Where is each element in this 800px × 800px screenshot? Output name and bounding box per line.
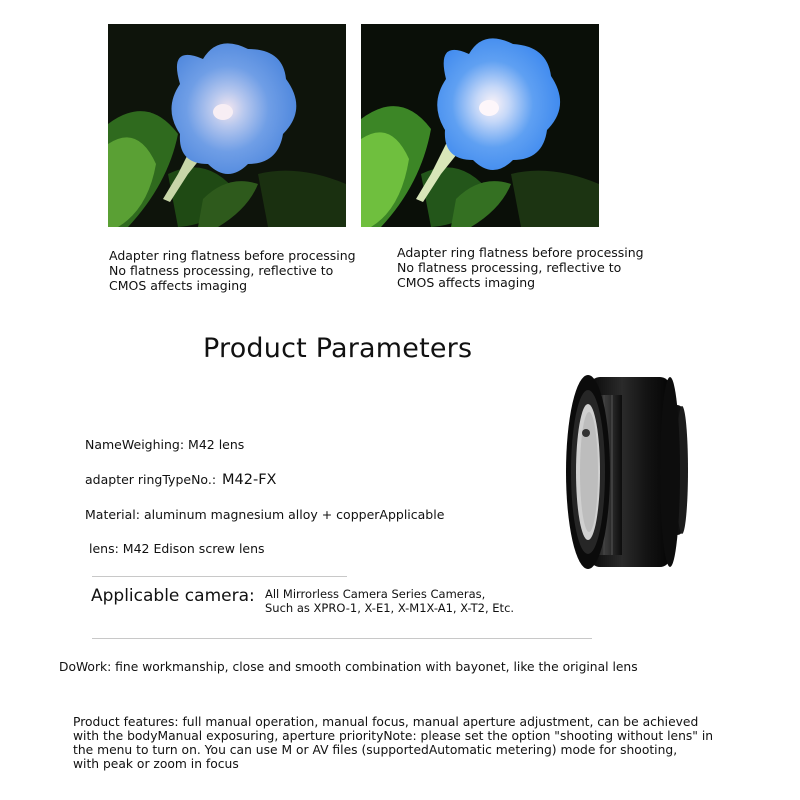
param-type: [85, 472, 276, 488]
caption-after: Adapter ring flatness before processing No flatness processing, reflective to CMOS affects imaging: [397, 245, 644, 290]
param-lens: lens: M42 Edison screw lens: [89, 541, 265, 556]
applicable-camera-label: Applicable camera:: [91, 586, 255, 606]
param-type-label: adapter ringTypeNo.:: [85, 472, 221, 487]
param-material: Material: aluminum magnesium alloy + copperApplicable: [85, 507, 445, 522]
divider-line: [92, 576, 347, 577]
product-features-text: Product features: full manual operation, manual focus, manual aperture adjustment, can be achieved with the bodyManual exposuring, aperture priorityNote: please set the option "shooting without lens" in the menu to turn on. You can use M or AV files (supportedAutomatic metering) mode for shooting, with peak or zoom in focus: [73, 715, 714, 771]
adapter-ring-image: [560, 365, 700, 579]
param-type-value: M42-FX: [222, 472, 277, 488]
applicable-camera-detail: All Mirrorless Camera Series Cameras, Such as XPRO-1, X-E1, X-M1X-A1, X-T2, Etc.: [265, 587, 515, 615]
workmanship-text: DoWork: fine workmanship, close and smooth combination with bayonet, like the original lens: [59, 660, 638, 674]
param-name: NameWeighing: M42 lens: [85, 437, 245, 452]
product-parameters-title: Product Parameters: [203, 333, 473, 364]
caption-before: Adapter ring flatness before processing No flatness processing, reflective to CMOS affects imaging: [109, 248, 356, 293]
divider-line: [92, 638, 592, 639]
flower-photo-after: [361, 24, 599, 227]
flower-photo-before: [108, 24, 346, 227]
